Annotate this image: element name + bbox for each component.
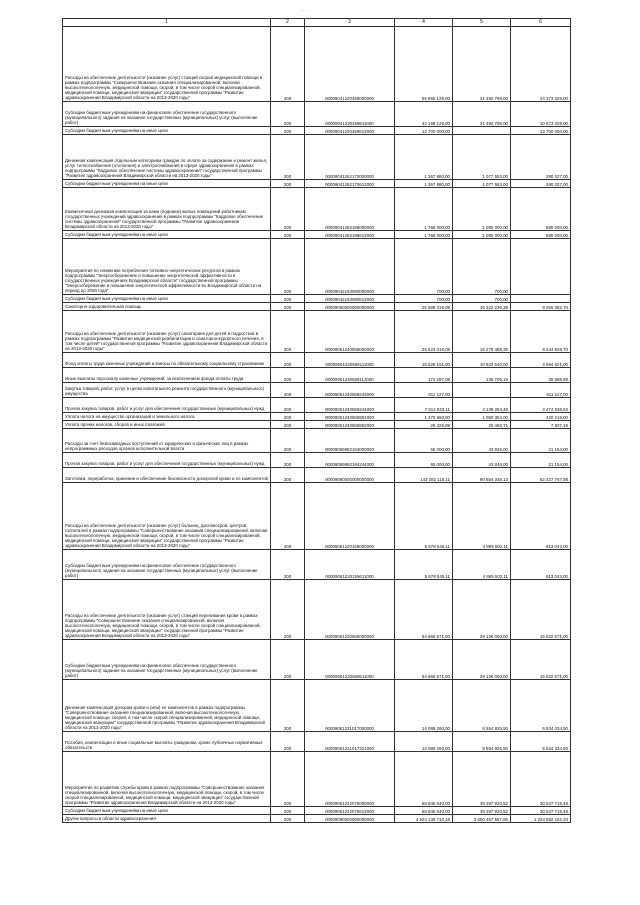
row-executed-amount: 39 136 000,00 xyxy=(453,640,511,680)
row-executed-amount: 10 923 540,00 xyxy=(453,353,511,368)
table-row xyxy=(63,398,571,413)
row-unexecuted-amount: 24 373 329,00 xyxy=(511,27,571,102)
row-approved-amount: 13 700 000,00 xyxy=(395,127,453,135)
row-line-code: 200 xyxy=(271,421,305,429)
table-row xyxy=(63,188,571,231)
row-unexecuted-amount: 5 534 334,50 xyxy=(511,732,571,752)
row-unexecuted-amount: 21 154,00 xyxy=(511,453,571,468)
table-row xyxy=(63,483,571,550)
table-row xyxy=(63,580,571,640)
row-executed-amount: 90 854 348,13 xyxy=(453,468,511,483)
row-executed-amount xyxy=(453,127,511,135)
row-executed-amount: 31 492 799,00 xyxy=(453,102,511,127)
table-row xyxy=(63,550,571,580)
row-unexecuted-amount: 9 244 928,70 xyxy=(511,311,571,353)
row-unexecuted-amount: 15 532 671,00 xyxy=(511,580,571,640)
row-approved-amount: 611 127,00 xyxy=(395,383,453,398)
row-unexecuted-amount: 30 547 719,48 xyxy=(511,752,571,807)
row-unexecuted-amount xyxy=(511,239,571,295)
row-executed-amount: 4 865 502,11 xyxy=(453,550,511,580)
row-executed-amount: 1 080 000,00 xyxy=(453,188,511,231)
row-line-code: 200 xyxy=(271,453,305,468)
row-budget-code: 00009041262188000000 xyxy=(305,188,395,231)
row-line-code: 200 xyxy=(271,752,305,807)
row-line-code: 200 xyxy=(271,353,305,368)
row-description: Субсидии бюджетным учреждениям на иные цели xyxy=(63,295,271,303)
row-approved-amount: 1 367 880,00 xyxy=(395,180,453,188)
row-unexecuted-amount: 420 216,00 xyxy=(511,413,571,421)
row-description: Субсидии бюджетным учреждениям на иные цели xyxy=(63,127,271,135)
row-line-code: 200 xyxy=(271,413,305,421)
row-description: Расходы на обеспечение деятельности (оказание услуг) станций скорой медицинской помощи в рамках подпрограммы "Совершенствование оказания специализированной, включая высокотехнологичную, медицинской помощи, скорой, в том числе скорой специализированной, медицинской помощи, медицинской эвакуации" государственной программы "Развитие здравоохранения Владимирской области на 2013-2020 годы" xyxy=(63,27,271,102)
table-row xyxy=(63,421,571,429)
row-executed-amount: 135 706,19 xyxy=(453,368,511,383)
row-budget-code: 00009061221017000000 xyxy=(305,680,395,732)
row-executed-amount: 700,00 xyxy=(453,295,511,303)
row-description: Расходы на обеспечение деятельности (оказание услуг) станций переливания крови в рамках подпрограммы "Совершенствование оказания специализированной, включая высокотехнологичную, медицинской помощи, скорой, в том числе скорой специализированной, медицинской помощи, медицинской эвакуации" государственной программы "Развитие здравоохранения Владимирской области на 2013-2020 годы" xyxy=(63,580,271,640)
table-row xyxy=(63,732,571,752)
row-approved-amount: 1 769 000,00 xyxy=(395,231,453,239)
row-approved-amount: 1 470 560,00 xyxy=(395,413,453,421)
row-description: Иные выплаты персоналу казенных учреждений, за исключением фонда оплаты труда xyxy=(63,368,271,383)
table-row xyxy=(63,180,571,188)
table-row xyxy=(63,231,571,239)
table-row xyxy=(63,303,571,311)
row-unexecuted-amount: 52 427 767,98 xyxy=(511,468,571,483)
row-budget-code: 00009059992194000000 xyxy=(305,429,395,453)
header-col-2: 2 xyxy=(271,19,305,27)
header-col-3: 3 xyxy=(305,19,395,27)
row-executed-amount: 4 865 502,11 xyxy=(453,483,511,550)
row-line-code: 200 xyxy=(271,27,305,102)
row-line-code: 200 xyxy=(271,383,305,398)
row-budget-code: 00009061220159000000 xyxy=(305,483,395,550)
row-budget-code: 00009051240559243000 xyxy=(305,383,395,398)
row-executed-amount: 8 554 925,50 xyxy=(453,732,511,752)
header-col-4: 4 xyxy=(395,19,453,27)
row-description: Субсидии бюджетным учреждениям на финансовое обеспечение государственного (муниципального) задания на оказание государственных (муниципальных) услуг (выполнение работ) xyxy=(63,550,271,580)
table-row xyxy=(63,468,571,483)
row-line-code: 200 xyxy=(271,368,305,383)
row-line-code: 200 xyxy=(271,303,305,311)
row-approved-amount: 14 089 260,00 xyxy=(395,680,453,732)
row-line-code: 200 xyxy=(271,102,305,127)
row-approved-amount: 700,00 xyxy=(395,239,453,295)
row-line-code: 200 xyxy=(271,680,305,732)
row-line-code: 200 xyxy=(271,180,305,188)
row-unexecuted-amount: 4 694 621,00 xyxy=(511,353,571,368)
row-unexecuted-amount: 290 327,00 xyxy=(511,180,571,188)
row-description: Прочая закупка товаров, работ и услуг для обеспечения государственных (муниципальных) нужд xyxy=(63,398,271,413)
table-row xyxy=(63,239,571,295)
row-description: Пособия, компенсации и иные социальные выплаты гражданам, кроме публичных нормативных обязательств xyxy=(63,732,271,752)
row-line-code: 200 xyxy=(271,398,305,413)
row-approved-amount: 68 845 640,00 xyxy=(395,752,453,807)
row-executed-amount: 1 077 553,00 xyxy=(453,135,511,180)
row-executed-amount: 4 138 284,48 xyxy=(453,398,511,413)
row-budget-code: 00009061220659000000 xyxy=(305,580,395,640)
row-approved-amount: 14 089 260,00 xyxy=(395,732,453,752)
row-description: Денежная компенсация отдельным категориям граждан по оплате за содержание и ремонт жилья, услуг теплоснабжения (отопления) и электроснабжения в сфере здравоохранения в рамках подпрограммы "Кадровое обеспечение системы здравоохранения" государственной программы "Развитие здравоохранения Владимирской области на 2013-2020 годы" xyxy=(63,135,271,180)
row-line-code: 200 xyxy=(271,135,305,180)
table-row xyxy=(63,807,571,815)
table-body xyxy=(63,27,571,823)
row-executed-amount: 43 846,00 xyxy=(453,429,511,453)
row-approved-amount: 5 678 545,11 xyxy=(395,550,453,580)
row-line-code: 200 xyxy=(271,127,305,135)
row-line-code: 200 xyxy=(271,429,305,453)
row-budget-code: 00009051240559000000 xyxy=(305,311,395,353)
row-budget-code: 00009042153080000000 xyxy=(305,239,395,295)
header-row xyxy=(63,19,571,27)
row-budget-code: 00009060000000000000 xyxy=(305,468,395,483)
row-line-code: 200 xyxy=(271,550,305,580)
row-budget-code: 00009059992194244000 xyxy=(305,453,395,468)
row-description: Другие вопросы в области здравоохранения xyxy=(63,815,271,823)
table-row xyxy=(63,311,571,353)
row-unexecuted-amount: 7 837,18 xyxy=(511,421,571,429)
row-unexecuted-amount: 36 588,89 xyxy=(511,368,571,383)
row-approved-amount: 54 668 671,00 xyxy=(395,580,453,640)
row-budget-code: 00009061220159611000 xyxy=(305,550,395,580)
row-budget-code: 00009061221017321000 xyxy=(305,732,395,752)
row-budget-code: 00009041220459612000 xyxy=(305,127,395,135)
row-budget-code: 00009051240559852000 xyxy=(305,421,395,429)
row-approved-amount: 15 628 161,00 xyxy=(395,353,453,368)
table-row xyxy=(63,413,571,421)
row-approved-amount: 65 000,00 xyxy=(395,453,453,468)
row-line-code: 200 xyxy=(271,311,305,353)
row-budget-code: 00009041262188612000 xyxy=(305,231,395,239)
row-line-code: 200 xyxy=(271,239,305,295)
row-line-code: 200 xyxy=(271,807,305,815)
row-description: Субсидии бюджетным учреждениям на финансовое обеспечение государственного (муниципального) задания на оказание государственных (муниципальных) услуг (выполнение работ) xyxy=(63,640,271,680)
row-approved-amount: 1 769 000,00 xyxy=(395,188,453,231)
row-unexecuted-amount: 813 043,00 xyxy=(511,550,571,580)
row-line-code: 200 xyxy=(271,188,305,231)
row-unexecuted-amount: 611 127,00 xyxy=(511,383,571,398)
table-row xyxy=(63,368,571,383)
row-description: Закупка товаров, работ, услуг в целях капитального ремонта государственного (муниципального) имущества xyxy=(63,383,271,398)
row-approved-amount: 65 000,00 xyxy=(395,429,453,453)
table-row xyxy=(63,429,571,453)
row-approved-amount: 55 860 128,00 xyxy=(395,27,453,102)
row-line-code: 200 xyxy=(271,580,305,640)
row-description: Санаторно-оздоровительная помощь xyxy=(63,303,271,311)
row-approved-amount: 5 678 545,11 xyxy=(395,483,453,550)
row-line-code: 200 xyxy=(271,732,305,752)
row-line-code: 200 xyxy=(271,815,305,823)
row-unexecuted-amount: 689 000,00 xyxy=(511,231,571,239)
row-description: Субсидии бюджетным учреждениям на иные цели xyxy=(63,807,271,815)
row-description: Фонд оплаты труда казенных учреждений и взносы по обязательному социальному страхованию xyxy=(63,353,271,368)
row-executed-amount: 1 050 354,00 xyxy=(453,413,511,421)
row-approved-amount: 700,00 xyxy=(395,295,453,303)
row-budget-code: 00009061220659611000 xyxy=(305,640,395,680)
row-approved-amount: 68 845 640,00 xyxy=(395,807,453,815)
row-unexecuted-amount: 3 474 538,63 xyxy=(511,398,571,413)
row-budget-code: 00009090000000000000 xyxy=(305,815,395,823)
row-unexecuted-amount: 30 547 719,48 xyxy=(511,807,571,815)
table-row xyxy=(63,815,571,823)
row-executed-amount: 16 322 236,38 xyxy=(453,303,511,311)
header-col-6: 6 xyxy=(511,19,571,27)
page-mark: · · · xyxy=(300,8,308,14)
row-line-code: 200 xyxy=(271,231,305,239)
table-row xyxy=(63,295,571,303)
header-col-5: 5 xyxy=(453,19,511,27)
row-unexecuted-amount: 290 327,00 xyxy=(511,135,571,180)
row-budget-code: 00009051240559111000 xyxy=(305,353,395,368)
row-executed-amount: 1 077 553,00 xyxy=(453,180,511,188)
row-unexecuted-amount: 21 154,00 xyxy=(511,429,571,453)
row-executed-amount: 8 554 925,50 xyxy=(453,680,511,732)
row-description: Расходы за счет безвозмездных поступлений от юридических и физических лиц в рамках непрограммных расходов органов исполнительной власти xyxy=(63,429,271,453)
row-unexecuted-amount: 5 534 334,50 xyxy=(511,680,571,732)
row-executed-amount: 20 492,71 xyxy=(453,421,511,429)
row-line-code: 200 xyxy=(271,483,305,550)
table-row xyxy=(63,383,571,398)
row-budget-code: 00009041220459611000 xyxy=(305,102,395,127)
row-description: Денежная компенсация донорам крови и (или) ее компонентов в рамках подпрограммы "Совершенствование оказания специализированной, включая высокотехнологичную, медицинской помощи, скорой, в том числе скорой специализированной, медицинской помощи, медицинской эвакуации" государственной программы "Развитие здравоохранения Владимирской области на 2013-2020 годы" xyxy=(63,680,271,732)
row-unexecuted-amount: 10 673 329,00 xyxy=(511,102,571,127)
row-approved-amount: 25 588 318,08 xyxy=(395,303,453,311)
row-description: Субсидии бюджетным учреждениям на иные цели xyxy=(63,231,271,239)
row-unexecuted-amount: 9 266 082,70 xyxy=(511,303,571,311)
row-description: Ежемесячная денежная компенсация за наем (поднаем) жилых помещений работникам государственных учреждений здравоохранения в рамках подпрограммы "Кадровое обеспечение системы здравоохранения" государственной программы "Развитие здравоохранения Владимирской области на 2013-2020 годы" xyxy=(63,188,271,231)
table-row xyxy=(63,453,571,468)
row-executed-amount: 31 492 799,00 xyxy=(453,27,511,102)
table-row xyxy=(63,752,571,807)
table-row xyxy=(63,135,571,180)
row-description: Уплата налога на имущество организаций и земельного налога xyxy=(63,413,271,421)
row-budget-code: 00009051240559851000 xyxy=(305,413,395,421)
row-approved-amount: 28 329,89 xyxy=(395,421,453,429)
row-budget-code: 00009041220459000000 xyxy=(305,27,395,102)
row-budget-code: 00009061222075612000 xyxy=(305,807,395,815)
table-row xyxy=(63,680,571,732)
header-col-1: 1 xyxy=(63,19,271,27)
row-executed-amount: 38 297 920,52 xyxy=(453,752,511,807)
row-executed-amount: 38 297 920,52 xyxy=(453,807,511,815)
row-approved-amount: 42 168 128,00 xyxy=(395,102,453,127)
row-unexecuted-amount: 689 000,00 xyxy=(511,188,571,231)
row-unexecuted-amount xyxy=(511,295,571,303)
row-approved-amount: 1 367 880,00 xyxy=(395,135,453,180)
table-row xyxy=(63,640,571,680)
row-approved-amount: 25 523 318,08 xyxy=(395,311,453,353)
row-description: Мероприятия по развитию службы крови в рамках подпрограммы "Совершенствование оказания специализированной, включая высокотехнологичную, медицинской помощи, скорой, в том числе скорой специализированной, медицинской помощи, медицинской эвакуации" государственной программы "Развитие здравоохранения Владимирской области на 2013-2020 годы" xyxy=(63,752,271,807)
row-description: Прочая закупка товаров, работ и услуг для обеспечения государственных (муниципальных) нужд xyxy=(63,453,271,468)
row-executed-amount: 39 136 000,00 xyxy=(453,580,511,640)
budget-table xyxy=(62,18,571,823)
table-row xyxy=(63,353,571,368)
budget-report-page xyxy=(62,18,570,823)
row-budget-code: 00009050000000000000 xyxy=(305,303,395,311)
row-description: Расходы на обеспечение деятельности (оказание услуг) больниц, диспансеров, центров, госпиталей в рамках подпрограммы "Совершенствование оказания специализированной, включая высокотехнологичную, медицинской помощи, скорой, в том числе скорой специализированной, медицинской помощи, медицинской эвакуации" государственной программы "Развитие здравоохранения Владимирской области на 2013-2020 годы" xyxy=(63,483,271,550)
row-approved-amount: 143 282 116,11 xyxy=(395,468,453,483)
row-unexecuted-amount: 813 043,00 xyxy=(511,483,571,550)
row-line-code: 200 xyxy=(271,468,305,483)
row-executed-amount: 16 278 389,38 xyxy=(453,311,511,353)
row-unexecuted-amount: 1 323 682 152,33 xyxy=(511,815,571,823)
row-unexecuted-amount: 13 700 000,00 xyxy=(511,127,571,135)
row-budget-code: 00009051240559244000 xyxy=(305,398,395,413)
row-description: Заготовка, переработка, хранение и обеспечение безопасности донорской крови и ее компонентов xyxy=(63,468,271,483)
row-description: Расходы на обеспечение деятельности (оказание услуг) санаториев для детей и подростков в рамках подпрограммы "Развитие медицинской реабилитации и санаторно-курортного лечения, в том числе детей" государственной программы "Развитие здравоохранения Владимирской области на 2013-2020 годы" xyxy=(63,311,271,353)
row-approved-amount: 4 924 139 710,18 xyxy=(395,815,453,823)
row-description: Субсидии бюджетным учреждениям на финансовое обеспечение государственного (муниципального) задания на оказание государственных (муниципальных) услуг (выполнение работ) xyxy=(63,102,271,127)
row-budget-code: 00009061222075000000 xyxy=(305,752,395,807)
row-description: Уплата прочих налогов, сборов и иных платежей xyxy=(63,421,271,429)
row-approved-amount: 7 612 823,11 xyxy=(395,398,453,413)
row-approved-amount: 54 668 671,00 xyxy=(395,640,453,680)
row-budget-code: 00009042153080612000 xyxy=(305,295,395,303)
row-line-code: 200 xyxy=(271,295,305,303)
table-row xyxy=(63,102,571,127)
table-row xyxy=(63,127,571,135)
row-description: Субсидии бюджетным учреждениям на иные цели xyxy=(63,180,271,188)
row-approved-amount: 172 297,08 xyxy=(395,368,453,383)
row-budget-code: 00009051240559112000 xyxy=(305,368,395,383)
row-budget-code: 00009041262170612000 xyxy=(305,180,395,188)
row-description: Мероприятия по снижению потребления топливно-энергетических ресурсов в рамках подпрограммы "Энергосбережение и повышение энергетической эффективности в государственных учреждениях Владимирской области" государственной программы "Энергосбережение и повышение энергетической эффективности во Владимирской области на период до 2020 года" xyxy=(63,239,271,295)
row-unexecuted-amount: 15 532 671,00 xyxy=(511,640,571,680)
row-executed-amount xyxy=(453,383,511,398)
row-executed-amount: 1 080 000,00 xyxy=(453,231,511,239)
row-executed-amount: 43 846,00 xyxy=(453,453,511,468)
table-row xyxy=(63,27,571,102)
row-executed-amount: 700,00 xyxy=(453,239,511,295)
row-budget-code: 00009041262170000000 xyxy=(305,135,395,180)
row-executed-amount: 3 600 457 557,85 xyxy=(453,815,511,823)
row-line-code: 200 xyxy=(271,640,305,680)
